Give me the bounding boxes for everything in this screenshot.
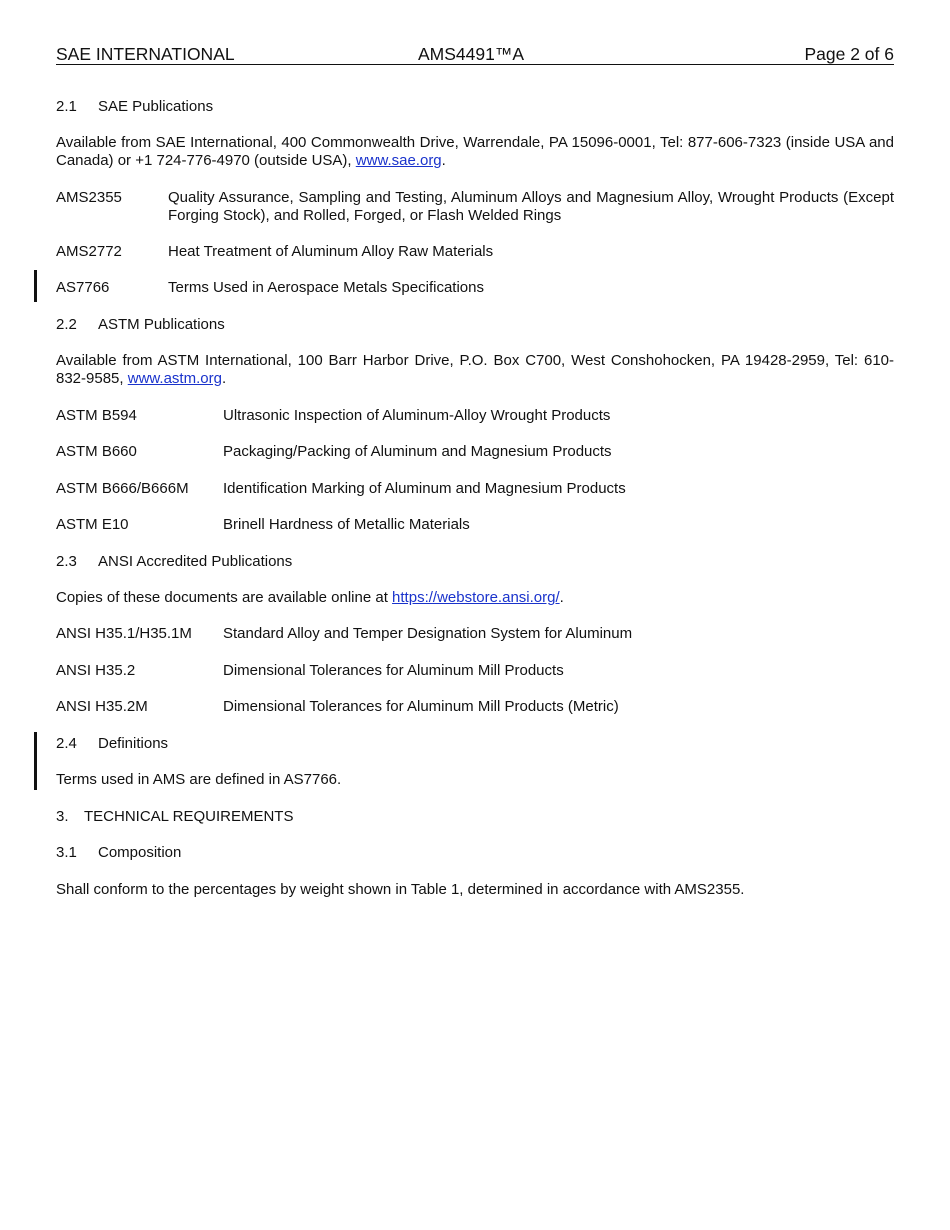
availability-text: Copies of these documents are available online at (56, 589, 388, 606)
section-title: ANSI Accredited Publications (98, 553, 293, 570)
reference-title: Standard Alloy and Temper Designation System for Aluminum (223, 625, 633, 642)
astm-availability-paragraph: Available from ASTM International, 100 Barr Harbor Drive, P.O. Box C700, West Conshohocken, PA 19428-2959, Tel: 610-832-9585, www.astm.org. (56, 352, 894, 387)
reference-title: Dimensional Tolerances for Aluminum Mill Products (223, 662, 564, 679)
section-title: Composition (98, 844, 182, 861)
reference-code: AMS2772 (56, 243, 122, 260)
reference-code: ANSI H35.1/H35.1M (56, 625, 192, 642)
reference-title: Quality Assurance, Sampling and Testing, Aluminum Alloys and Magnesium Alloy, Wrought Products (Except Forging Stock), and Rolled, Forged, or Flash Welded Rings (168, 189, 894, 224)
reference-code: ASTM B666/B666M (56, 480, 189, 497)
reference-title: Heat Treatment of Aluminum Alloy Raw Materials (168, 243, 494, 260)
reference-title: Identification Marking of Aluminum and Magnesium Products (223, 480, 626, 497)
ansi-availability-paragraph: Copies of these documents are available online at https://webstore.ansi.org/. (56, 589, 564, 606)
section-number: 2.1 (56, 98, 77, 115)
header-page-number: Page 2 of 6 (804, 44, 894, 64)
section-number: 3. (56, 808, 69, 825)
reference-title: Packaging/Packing of Aluminum and Magnesium Products (223, 443, 612, 460)
section-title: SAE Publications (98, 98, 214, 115)
section-number: 2.2 (56, 316, 77, 333)
reference-title: Ultrasonic Inspection of Aluminum-Alloy Wrought Products (223, 407, 611, 424)
section-number: 2.3 (56, 553, 77, 570)
reference-code: ANSI H35.2M (56, 698, 148, 715)
sae-website-link[interactable]: www.sae.org (355, 152, 442, 169)
astm-website-link[interactable]: www.astm.org (127, 370, 222, 387)
header-org: SAE INTERNATIONAL (56, 44, 235, 64)
section-heading-2-1 (56, 98, 894, 116)
section-title: ASTM Publications (98, 316, 225, 333)
definitions-paragraph: Terms used in AMS are defined in AS7766. (56, 771, 342, 788)
sae-availability-paragraph: Available from SAE International, 400 Commonwealth Drive, Warrendale, PA 15096-0001, Tel: 877-606-7323 (inside USA and Canada) or +1 724-776-4970 (outside USA), www.sae.org. (56, 134, 894, 169)
reference-code: AMS2355 (56, 189, 122, 206)
reference-code: ASTM B594 (56, 407, 137, 424)
availability-text: Available from SAE International, 400 Commonwealth Drive, Warrendale, PA 15096-0001, Tel: 877-606-7323 (inside USA and Canada) or +1 724-776-4970 (outside USA), (56, 134, 894, 169)
reference-title: Brinell Hardness of Metallic Materials (223, 516, 470, 533)
section-heading-2-2 (56, 316, 894, 334)
section-heading-3 (56, 808, 894, 826)
section-heading-3-1 (56, 844, 894, 862)
header-doc-id: AMS4491™A (418, 44, 525, 64)
section-number: 3.1 (56, 844, 77, 861)
section-heading-2-3 (56, 553, 894, 571)
change-bar (34, 732, 37, 790)
reference-title: Dimensional Tolerances for Aluminum Mill Products (Metric) (223, 698, 619, 715)
availability-text: Available from ASTM International, 100 Barr Harbor Drive, P.O. Box C700, West Conshohocken, PA 19428-2959, Tel: 610-832-9585, (56, 352, 894, 387)
reference-code: ANSI H35.2 (56, 662, 136, 679)
reference-title: Terms Used in Aerospace Metals Specifications (168, 279, 484, 296)
composition-paragraph: Shall conform to the percentages by weight shown in Table 1, determined in accordance with AMS2355. (56, 881, 745, 898)
reference-code: ASTM E10 (56, 516, 129, 533)
section-number: 2.4 (56, 735, 77, 752)
reference-code: ASTM B660 (56, 443, 137, 460)
section-heading-2-4 (56, 735, 894, 753)
page-header (56, 44, 894, 65)
ansi-webstore-link[interactable]: https://webstore.ansi.org/ (392, 589, 560, 606)
section-title: Definitions (98, 735, 169, 752)
change-bar (34, 270, 37, 302)
section-title: TECHNICAL REQUIREMENTS (84, 808, 294, 825)
reference-code: AS7766 (56, 279, 110, 296)
